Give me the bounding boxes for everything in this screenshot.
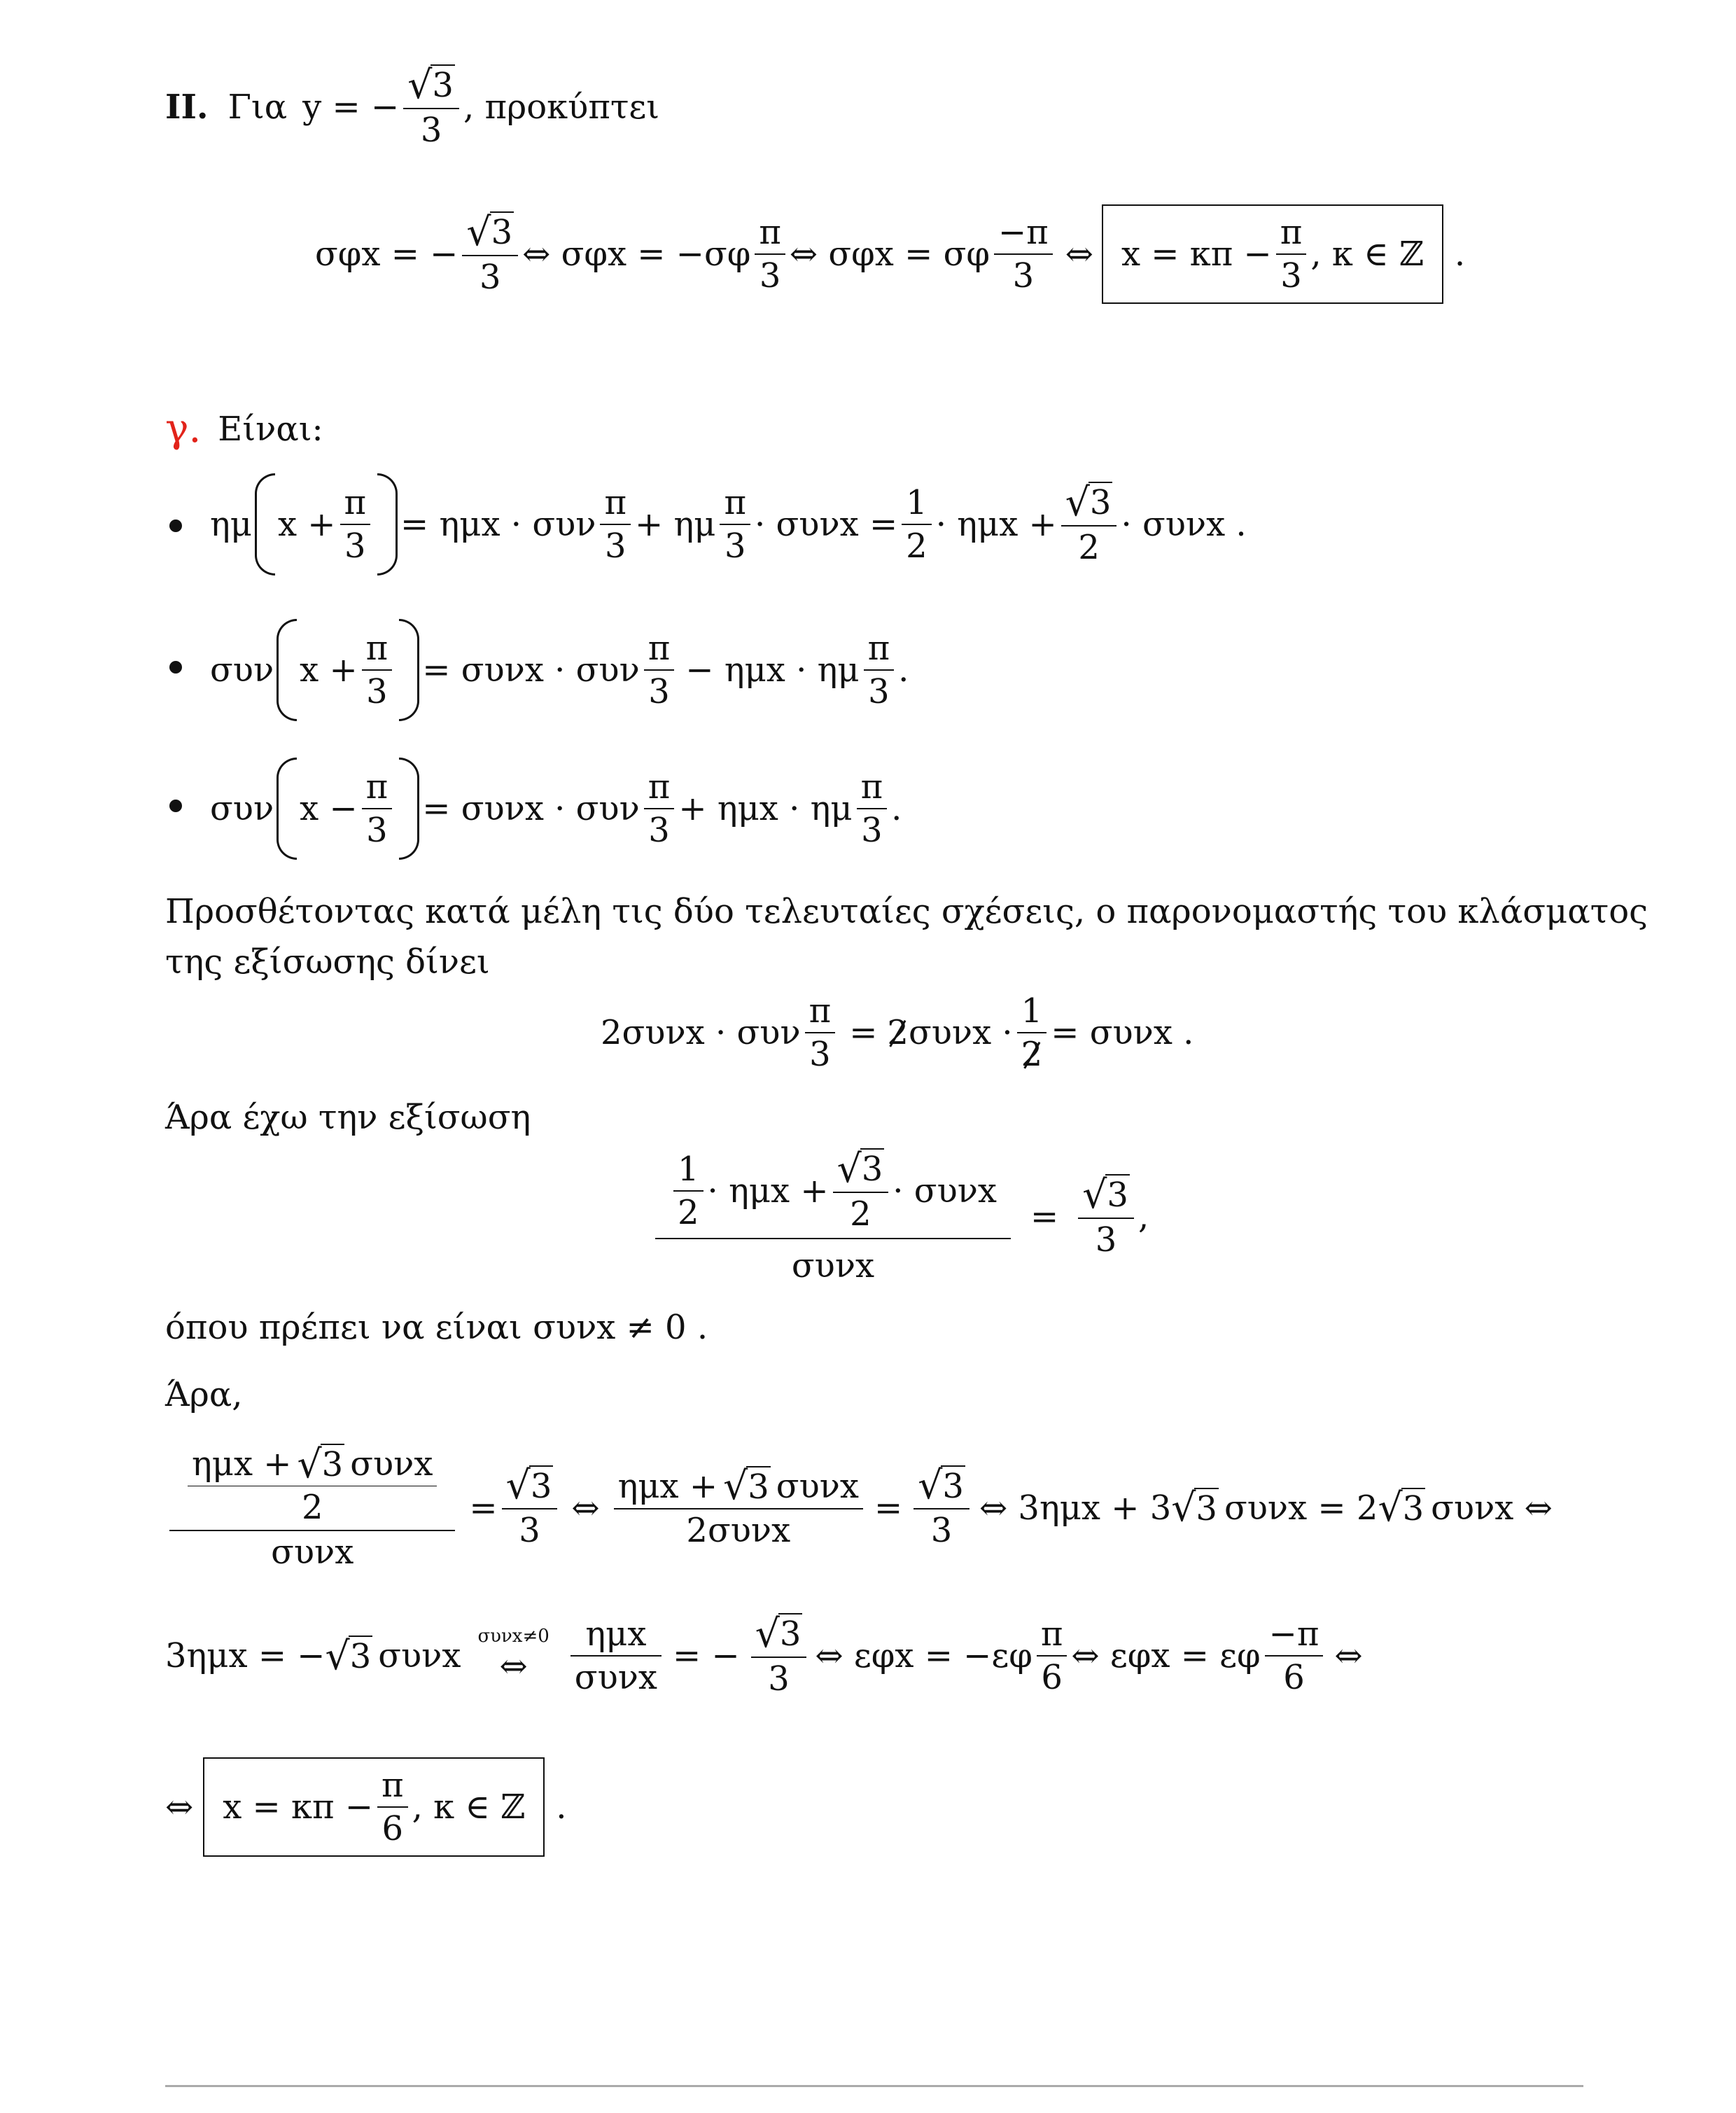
- radicand: 3: [748, 1467, 769, 1507]
- numerator: π: [365, 767, 388, 807]
- fraction-tan: [570, 1615, 662, 1697]
- fraction-sqrt3-over-3: √ 3 3: [403, 64, 459, 150]
- fraction-pi-over-3: [362, 767, 393, 850]
- rhs-a: ⇔ 3ημx + 3: [979, 1488, 1172, 1528]
- big-numerator: [655, 1148, 1011, 1238]
- radicand: 3: [1402, 1488, 1424, 1528]
- lhs: 3ημx = −: [165, 1636, 326, 1675]
- paragraph-1-line-1: Προσθέτοντας κατά μέλη τις δύο τελευταίες σχέσεις, ο παρονομαστής του κλάσματος: [165, 892, 1648, 931]
- fraction-one-half: [673, 1150, 704, 1232]
- inner-numerator-b: συνx: [350, 1444, 433, 1484]
- radicand: 3: [1107, 1176, 1128, 1215]
- radicand: 3: [861, 1150, 883, 1189]
- right-paren: [377, 473, 398, 576]
- radicand: 3: [779, 1615, 802, 1654]
- denominator: 6: [1037, 1655, 1068, 1697]
- radicand: 3: [321, 1445, 344, 1484]
- iff-symbol: ⇔: [1334, 1636, 1363, 1675]
- denominator: 3: [751, 1657, 807, 1699]
- denominator: 3: [644, 669, 675, 711]
- numerator: π: [604, 483, 626, 522]
- footer-rule: [165, 2085, 1583, 2087]
- argument: x +: [277, 505, 336, 544]
- part-c-text: Είναι:: [218, 409, 323, 449]
- inner-numerator-a: ημx +: [192, 1444, 292, 1484]
- compound-denominator: συνx: [169, 1530, 455, 1572]
- fraction-sqrt3-over-3: √ 3 3: [913, 1465, 969, 1551]
- denominator: 3: [1276, 253, 1307, 295]
- denominator: 3: [864, 669, 895, 711]
- equals: =: [1030, 1197, 1059, 1236]
- fraction-pi-over-6: [1037, 1615, 1068, 1697]
- solution-domain: , κ ∈ ℤ: [412, 1787, 526, 1827]
- numerator: π: [648, 629, 671, 668]
- numerator: 1: [1021, 991, 1043, 1031]
- numerator: π: [808, 991, 832, 1031]
- eq2-rhs: = συνx .: [1051, 1013, 1194, 1052]
- iff-symbol: ⇔: [1065, 235, 1093, 274]
- paragraph-4: Άρα,: [165, 1375, 243, 1414]
- numerator-b: συνx: [776, 1466, 859, 1506]
- function-name: συν: [210, 650, 274, 690]
- step-e: ⇔ εφx = εφ: [1071, 1636, 1261, 1675]
- denominator: 3: [720, 524, 750, 566]
- fraction-sqrt3-over-3: √ 3 3: [462, 211, 518, 297]
- final-solution-line: [165, 1757, 566, 1857]
- paragraph-1-line-2: της εξίσωσης δίνει: [165, 942, 490, 982]
- left-paren: [276, 758, 297, 860]
- fraction-minus-pi-over-3: [994, 213, 1053, 295]
- radicand: 3: [1196, 1488, 1217, 1528]
- denominator: 3: [913, 1508, 969, 1550]
- period: .: [1454, 235, 1466, 274]
- numerator: π: [759, 213, 781, 252]
- iff-symbol: ⇔: [499, 1646, 528, 1686]
- equals: =: [469, 1488, 498, 1528]
- big-fraction: [655, 1148, 1011, 1285]
- identity-cos-diff: [210, 758, 902, 860]
- equals: =: [874, 1488, 903, 1528]
- numerator: π: [344, 483, 367, 522]
- step-d: ⇔ εφx = −εφ: [815, 1636, 1032, 1675]
- bullet-2: [169, 661, 182, 674]
- denominator: 3: [362, 669, 393, 711]
- solution-text: x = κπ −: [223, 1787, 374, 1827]
- left-paren: [255, 473, 275, 576]
- part-ii-outro: , προκύπτει: [463, 87, 660, 127]
- numerator: 1: [678, 1149, 699, 1189]
- function-name: ημ: [210, 505, 252, 544]
- inner-denominator: 2: [188, 1486, 437, 1527]
- eq1-step-c: ⇔ σφx = σφ: [789, 235, 990, 274]
- period: .: [556, 1787, 567, 1827]
- fraction-pi-over-3: [857, 767, 888, 850]
- numerator: π: [648, 767, 671, 807]
- numerator: −π: [1268, 1614, 1320, 1654]
- fraction-one-half: [902, 483, 932, 566]
- part-ii-line: [165, 64, 659, 150]
- numerator-a: ημx +: [617, 1466, 718, 1506]
- radicand: 3: [530, 1466, 552, 1506]
- iff-symbol: ⇔: [571, 1488, 600, 1528]
- big-denominator: συνx: [655, 1238, 1011, 1285]
- bullet-1: [169, 519, 182, 532]
- rhs-part-b: + ημ: [635, 505, 716, 544]
- denominator: 6: [1265, 1655, 1324, 1697]
- part-ii-intro: Για: [227, 87, 288, 127]
- fraction-simplified: [614, 1466, 863, 1550]
- inner-fraction: [188, 1444, 437, 1527]
- equation-step-1: ημx + √ 3 συνx 2 συνx = √ 3 3 ⇔ ημx + √ 3 συνx 2συνx = √ 3 3 ⇔ 3ημx + 3 √ 3 συνx = 2 √ 3 συνx ⇔: [165, 1444, 1553, 1572]
- rhs-c: συνx ⇔: [1431, 1488, 1553, 1528]
- rhs-part-a: = ημx · συν: [400, 505, 596, 544]
- identity-cos-sum: [210, 619, 909, 721]
- equation-denominator-sum: [601, 991, 1194, 1074]
- fraction-pi-over-3: [644, 767, 675, 850]
- denominator: 2: [833, 1192, 889, 1234]
- fraction-pi-over-3: [805, 991, 836, 1074]
- paragraph-1: [165, 886, 1648, 987]
- denominator: 3: [362, 808, 393, 850]
- denominator: 3: [994, 253, 1053, 295]
- cancelled-two: 2: [1021, 1035, 1043, 1074]
- numerator: −π: [997, 213, 1049, 252]
- rhs-part-d: · ημx +: [935, 505, 1057, 544]
- numerator: π: [1040, 1614, 1063, 1654]
- right-paren: [399, 619, 419, 721]
- period: .: [898, 650, 909, 690]
- numerator: π: [382, 1766, 404, 1805]
- fraction-sqrt3-over-2: √ 3 2: [1061, 482, 1117, 567]
- fraction-pi-over-3: [362, 629, 393, 711]
- right-paren: [399, 758, 419, 860]
- denominator: 3: [857, 808, 888, 850]
- equation-step-2: 3ημx = − √ 3 συνx συνx≠0 ⇔ $\frac{\text{ημx}}{\text{συνx}}$ = − √ 3 3 ⇔ εφx = −εφ $\frac{\pi}{6}$ ⇔ εφx = εφ $\frac{-\pi}{6}$ ⇔: [165, 1611, 1363, 1699]
- numerator: π: [1280, 213, 1303, 252]
- numerator: ημx + √ 3 συνx: [617, 1464, 859, 1509]
- fraction-sqrt3-over-3: √ 3 3: [1078, 1174, 1134, 1260]
- eq1-lhs: σφx = −: [315, 235, 458, 274]
- inner-numerator: ημx + √ 3 συνx: [192, 1442, 433, 1487]
- boxed-solution: [203, 1757, 545, 1857]
- rhs-part-b: − ημx · ημ: [685, 650, 860, 690]
- denominator: 3: [644, 808, 675, 850]
- cancelled-two: 2: [887, 1013, 909, 1052]
- numerator: ημx: [585, 1614, 647, 1654]
- compound-fraction: [169, 1444, 455, 1572]
- argument: x −: [300, 789, 358, 828]
- rhs-b: συνx = 2: [1224, 1488, 1378, 1528]
- denominator: 3: [462, 255, 518, 297]
- denominator: 2: [1061, 525, 1117, 567]
- iff-symbol: ⇔: [165, 1787, 194, 1827]
- fraction-pi-over-3: [600, 483, 631, 566]
- identity-sin-sum: [210, 473, 1247, 576]
- solution-text: x = κπ −: [1121, 235, 1272, 274]
- denominator: 2: [902, 524, 932, 566]
- denominator: 2συνx: [614, 1508, 863, 1550]
- radicand: 3: [349, 1636, 372, 1676]
- rhs-part-a: = συνx · συν: [422, 650, 640, 690]
- comma: ,: [1138, 1197, 1149, 1236]
- fraction-one-over-cancelled-two: [1017, 991, 1047, 1074]
- left-paren: [276, 619, 297, 721]
- eq1-step-b: ⇔ σφx = −σφ: [522, 235, 751, 274]
- period: .: [891, 789, 902, 828]
- denominator: 3: [1078, 1218, 1134, 1260]
- eq2-lhs: 2συνx · συν: [601, 1013, 801, 1052]
- solution-domain: , κ ∈ ℤ: [1310, 235, 1424, 274]
- condition-label: συνx≠0: [477, 1625, 550, 1647]
- rhs-part-e: · συνx .: [1121, 505, 1247, 544]
- equals: =: [849, 1013, 878, 1052]
- rhs-part-b: + ημx · ημ: [678, 789, 853, 828]
- boxed-solution: [1102, 204, 1443, 304]
- fraction-sqrt3-over-3: √ 3 3: [751, 1613, 807, 1699]
- fraction-sqrt3-over-2: √ 3 2: [833, 1148, 889, 1234]
- fraction-pi-over-3: [864, 629, 895, 711]
- numerator: 1: [906, 483, 927, 522]
- numerator-text-a: · ημx +: [707, 1171, 829, 1211]
- paragraph-3: όπου πρέπει να είναι συνx ≠ 0 .: [165, 1308, 708, 1347]
- numerator: π: [860, 767, 883, 807]
- denominator: 6: [377, 1806, 408, 1848]
- denominator: 3: [502, 1508, 558, 1550]
- y-equals: y = −: [302, 87, 400, 127]
- fraction-pi-over-3: [1276, 213, 1307, 295]
- part-ii-label: ΙΙ.: [165, 87, 209, 127]
- numerator-text-b: · συνx: [892, 1171, 997, 1211]
- conditional-iff: [477, 1626, 549, 1686]
- part-c-heading: [165, 406, 323, 452]
- radicand: 3: [432, 66, 454, 105]
- part-c-label: γ.: [165, 406, 202, 452]
- denominator: 3: [805, 1032, 836, 1074]
- fraction-pi-over-3: [755, 213, 785, 295]
- radicand: 3: [942, 1466, 964, 1506]
- fraction-sqrt3-over-3: √ 3 3: [502, 1465, 558, 1551]
- denominator: 2: [673, 1190, 704, 1232]
- numerator: π: [867, 629, 890, 668]
- eq2-mid: συνx ·: [908, 1013, 1013, 1052]
- fraction-pi-over-3: [340, 483, 371, 566]
- denominator: 3: [403, 108, 459, 150]
- argument: x +: [300, 650, 358, 690]
- compound-numerator: [169, 1444, 455, 1530]
- fraction-pi-over-6: [377, 1766, 408, 1848]
- radicand: 3: [491, 213, 513, 253]
- numerator: π: [724, 483, 746, 522]
- denominator: 3: [340, 524, 371, 566]
- numerator: π: [365, 629, 388, 668]
- rhs-part-a: = συνx · συν: [422, 789, 640, 828]
- denominator: συνx: [570, 1655, 662, 1697]
- equation-main: [651, 1148, 1149, 1285]
- bullet-3: [169, 800, 182, 812]
- denominator: 3: [600, 524, 631, 566]
- denominator: 3: [755, 253, 785, 295]
- fraction-pi-over-3: [720, 483, 750, 566]
- equation-cot: [315, 204, 1465, 304]
- lhs-b: συνx: [378, 1636, 461, 1675]
- radicand: 3: [1089, 483, 1112, 523]
- rhs-part-c: · συνx =: [754, 505, 898, 544]
- equals-minus: = −: [673, 1636, 740, 1675]
- paragraph-2: Άρα έχω την εξίσωση: [165, 1098, 531, 1137]
- fraction-minus-pi-over-6: [1265, 1615, 1324, 1697]
- fraction-pi-over-3: [644, 629, 675, 711]
- function-name: συν: [210, 789, 274, 828]
